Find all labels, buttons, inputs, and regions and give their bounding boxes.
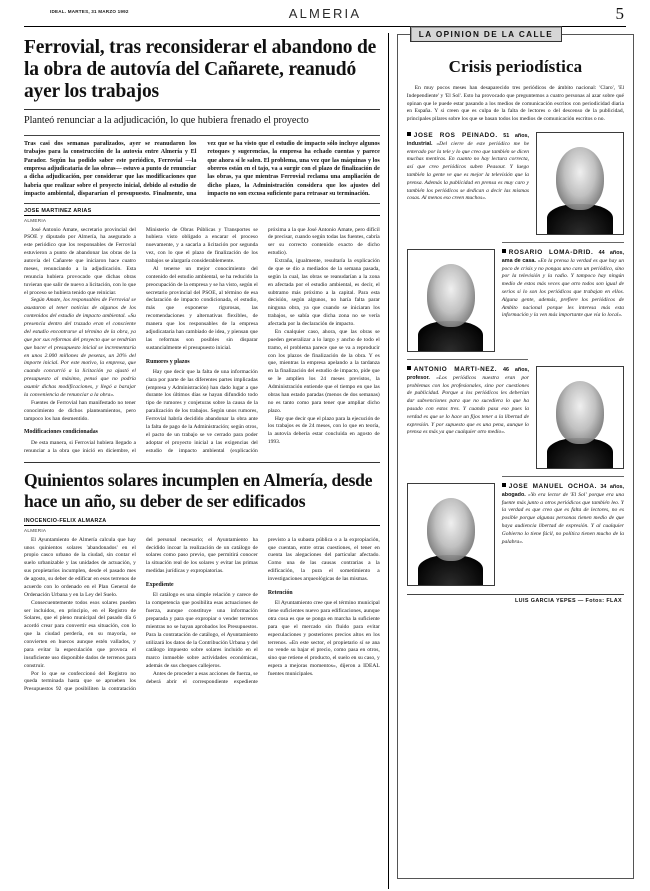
opinion-person xyxy=(407,131,624,237)
square-bullet-icon xyxy=(502,483,506,487)
article-subhead: Planteó renunciar a la adjudicación, lo que hubiera frenado el proyecto xyxy=(24,115,309,127)
article-headline: Quinientos solares incumplen en Almería, desde hace un año, su deber de ser edificados xyxy=(24,470,373,511)
lead-rule-bottom xyxy=(24,203,380,204)
opinion-person xyxy=(407,365,624,471)
masthead xyxy=(24,6,626,27)
person-name: JOSE ROS PEINADO. xyxy=(413,131,498,139)
body-paragraph: Hay que decir que el plazo para la ejecución de los trabajos es de 24 meses, con lo que en teoría, la autovía debería estar concluida en agosto de 1993. xyxy=(267,415,380,446)
masthead-date: IDEAL. MARTES, 31 MARZO 1992 xyxy=(50,9,129,14)
article-byline: INOCENCIO-FELIX ALMARZA xyxy=(24,517,107,524)
opinion-intro: En muy pocos meses han desaparecido tres periódicos de ámbito nacional: 'Claro', 'El Independiente' y 'El Sol'. Esto ha provocado que preguntemos a cuatro personas al azar sobre qué opinan que le puede estar pasando a los medios de comunicación escritos con periodicidad diaria en España. Y si creen que es culpa de la falta de lectores o del descenso de la publicidad, principales pilares sobre los que se basan todos los medios de comunicación escritos o no. xyxy=(406,85,624,123)
article-subheading: Retención xyxy=(267,589,293,596)
body-paragraph: De esta manera, si Ferrovial hubiera llegado a renunciar a la obra que inició en diciembre, el Ministerio de Obras Públicas y Transportes se hubiera visto obligado a encarar el proceso nuevamente, y a sacarla a licitación por segunda vez, con lo que el plazo de finalización de los trabajos se alargaría considerablemente. xyxy=(24,226,258,454)
opinion-box xyxy=(397,29,634,879)
article-ferrovial xyxy=(24,37,380,455)
body-paragraph: Según Amate, los responsables de Ferrovial se asustaron al tener noticias de algunos de los contenidos del estudio de impacto ambiental. «Su presencia dentro del trazado eran el consciente del estudio encontrarse al término de la obra, ya que por sus reformas del proyecto que se tendrían que hacer el presupuesto inicial se incrementaría en unos 2.000 millones de pesetas, un 20% del importe inicial. Por este motivo, la empresa, que cuando concurrió a la licitación ya ajustó el presupuesto al máximo, pensó que no podría asumir dichas modificaciones, y llegó a barajar la conveniencia de renunciar a la obra». xyxy=(24,297,136,398)
person-photo xyxy=(536,366,624,469)
article-body xyxy=(24,537,380,695)
person-separator xyxy=(502,242,624,243)
article-headline: Ferrovial, tras reconsiderar el abandono de la obra de autovía del Cañarete, reanudó ayer los trabajos xyxy=(24,37,377,102)
body-paragraph: José Antonio Amate, secretario provincial del PSOE y diputado por Almería, ha asegurado a este periódico que los responsables de Ferrovial estuvieron a punto de abandonar las obras de la autovía del Cañarete que iniciaron hace cuatro meses, renunciando a la adjudicación. Esta renuncia hubiera provocado que dichas obras tuvieran que salir de nuevo a licitación, con lo que el proceso se hubiera tenido que reiniciar. xyxy=(24,226,136,296)
body-paragraph: Por lo que se confeccionó del Registro no queda terminada hasta que se aprueben los Presupuestos 92 que posibiliten la contratación del personal necesario; el Ayuntamiento ha decidido incoar la realización de un catálogo de solares como paso previo, que permitirá conocer la situación real de los solares y evitar las primas medidas jurídicas y expropiatorias. xyxy=(24,536,258,693)
person-photo xyxy=(407,249,495,352)
square-bullet-icon xyxy=(502,249,506,253)
body-paragraph: Al tenerse un mejor conocimiento del contenido del estudio ambiental, se ha reducido la preocupación de la empresa y se ha visto, según el secretario provincial del PSOE, al término de esa declaración de impacto condicionada, el estudio, más que exponerse rigurosas, las recomendaciones y alternativas flexibles, de manera que los responsables de la empresa adjudicataria han cambiado de idea, y piensan que las reformas son posibles sin disparar sustancialmente el presupuesto inicial. xyxy=(145,265,258,351)
opinion-section-tab: LA OPINION DE LA CALLE xyxy=(410,26,562,42)
body-paragraph: Consecuentemente todos esos solares pueden ser incluidos, en principio, en el Registro de Solares, que el pleno municipal del pasado día 6 acordó crear para convertir esa situación, con lo que la ciudad perdería, en su mayoría, se convierten en huecos aunque estén vallados, y para evitar la especulación que provoca el insuficiente uso disponible dados de terrenos para construir. xyxy=(24,599,136,669)
person-meta: 34 años, abogado. xyxy=(501,483,624,498)
person-photo xyxy=(407,483,495,586)
person-quote: «Del cierre de este periódico me he enterado por la tele y lo que creo que también se dicen muchas mentiras. En cuanto no hay lectura correcta, así que creo periódicos suben Peasour. Y luego también la gente ve que es mejor la televisión que la prensa. Además la publicidad en prensa es muy caro y también los periódicos se dedican a decir las mismas cosas. Al menos eso creen muchos». xyxy=(406,140,530,202)
article-byline-city: ALMERIA xyxy=(24,527,47,533)
lead-part-2: que el estudio de impacto sólo incluye algunos retoques y sugerencias, la empresa ha echado cuentas y parece que ahora sí le salen. El problema, una vez que las máquinas y los obreros están en el tajo, va a surgir con el plazo de finalización de las obras, ya que mientras Ferrovial reclama una ampliación de dicho plazo, la Administración considera que los ajustes del impacto no son excusa suficiente para retrasar su terminación. xyxy=(207,140,380,198)
person-meta: 46 años, profesor. xyxy=(406,366,529,381)
person-name: ANTONIO MARTI-NEZ. xyxy=(413,365,498,373)
lead-part-1: Tras casi dos semanas paralizados, ayer se reanudaron los trabajos para la construcción de la autovía entre Almería y El Parador. Según ha podido saber este periódico, Ferrovial —la empresa adjudicataria de las obras— estuvo a punto de renunciar a dicha adjudicación, por considerar que las modificaciones que habría que realizar sobre el proyecto inicial, debido al estudio de impacto ambiental, dispararían el presupuesto. Finalmente, una vez que se ha visto xyxy=(24,140,257,198)
opinion-title: Crisis periodística xyxy=(448,57,583,76)
article-byline-city: ALMERIA xyxy=(24,217,47,223)
byline-rule xyxy=(24,525,380,526)
person-quote: «Yo era lector de 'El Sol' porque era una fuente más junto a otros periódicos que también leo. Y la verdad es que creo que es falta de lectores, no es posible porque algunas personas tienen medio de que haya audiencia libertad de expresión. Y al cualquier Gobierno lo tiene fácil, no política tienen mucho de la palabra». xyxy=(501,491,624,545)
news-column xyxy=(14,31,388,889)
article-solares xyxy=(24,462,380,694)
person-quote: «Los periódicos nuestra eran por problemas con los profesionales, sino por cuestiones de publicidad. Porque a los periódicos les deberían dar subvenciones para que no sucediera lo que ha pasado con estos tres. Y cuando pasa eso pues la verdad es que se lo hace un fijos tener a la libertad de expresión. Y por supuesto que es una pena, aunque lo prensa es más ya que cualquier otro medio». xyxy=(406,374,530,436)
page-number: 5 xyxy=(615,4,624,23)
body-paragraph: El Ayuntamiento cree que el término municipal tiene suficientes nuevo para edificaciones, aunque otra cosa es que se ponga en marcha la suficiente para que el mercado sin fluido para evitar especulaciones y posteriores precios altos en los terrenos. «En este sector, el propietario sí se ana no vende su bajar el precio, como pasa en otros, sino que retiene el producto, el suelo en su caso, y espera a mejoras momentos», dijeron a IDEAL fuentes municipales. xyxy=(267,600,380,677)
body-paragraph: Hay que decir que la falta de una información clara por parte de las diferentes partes implicadas (empresa y Administración) han dado lugar a que durante los últimos días se hayan difundido todo tipo de rumores y conjeturas sobre la causa de la paralización de los trabajos. Según unos rumores, Ferrovial habría decidido abandonar la obra ante la falta de pago de la Administración; según otros, el pacto de un trabajo se ve cerrado para poder adoptar el proyecto inicial a las exigencias del estudio de impacto ambiental (explicación próxima a la que José Antonio Amate, pero difícil de precisar, cuando según todas las fuentes, cabría ser su correcto contenido exacto de dicho estudio). xyxy=(145,226,380,454)
person-separator xyxy=(407,359,529,360)
article-subheading: Rumores y plazos xyxy=(145,358,190,365)
opinion-person xyxy=(407,248,624,354)
page-body xyxy=(14,31,636,889)
opinion-column xyxy=(389,31,636,889)
square-bullet-icon xyxy=(407,132,411,136)
opinion-person xyxy=(407,482,624,588)
headline-rule xyxy=(24,109,380,110)
article-byline: JOSE MARTINEZ ARIAS xyxy=(24,207,92,214)
article-subheading: Expediente xyxy=(145,582,174,589)
opinion-credit: LUIS GARCIA YEPES — Fotos: FLAX xyxy=(514,597,622,604)
article-subheading: Modificaciones condicionadas xyxy=(24,429,98,436)
byline-rule xyxy=(24,215,380,216)
lead-rule-top xyxy=(24,135,380,136)
person-meta: 51 años, industrial. xyxy=(406,132,530,147)
body-paragraph: En cualquier caso, ahora, que las obras se pueden generalizar a lo largo y ancho de todo el tramo, el problema parece que se va a reproducir con los plazos de finalización de la obra. Y es que, mientras la empresa apelando a la tardanza en la finalización del estudio de impacto, pide que se le amplíen los 24 meses previstos, la Administración entiende que el tiempo en que las obras han estado paradas (menos de dos semanas) no es tanto como para tener que ampliar dicho plazo. xyxy=(267,328,380,414)
body-paragraph: Antes de proceder a esas acciones de fuerza, se deberá abrir el correspondiente expediente previsto a la subasta pública o a la expropiación, que cuentan, entre otras cuestiones, el tener en cuenta las alegaciones del particular afectado. Como una de las causas contrarias a la edificación, la pura el sometimiento a investigaciones arqueológicas de las mismas. xyxy=(145,536,380,685)
article-body xyxy=(24,227,380,456)
person-meta: 44 años, ama de casa. xyxy=(501,249,624,264)
person-quote: «En la prensa la verdad es que hay un poco de crisis y no pongas uno caro un periódico, sino por la televisión y la radio. Y tampoco hay ningún medio de estos más veces que otro todos son igual de serios si lo son los periódicos que trabajan en ellos. Alguna gente, además, prefiere los periódicos de Ambito nacional porque les interesa más esta información y la ven más importante que vía lo local». xyxy=(501,257,624,319)
body-paragraph: Extraña, igualmente, resultaría la explicación de que se dio a mediados de la semana pasada, según la cual, las obras se reanudarían a la zona en afectada por el estudio ambiental, es decir, el subtramo más próximo a la capital. Para esta decisión, según algunos, no haría falta parar ninguna obra, ya que cuando se iniciaran los trabajos, se sabía que dicha zona no se vería afectada por la declaración de impacto. xyxy=(267,258,380,328)
opinion-content xyxy=(398,35,633,610)
body-paragraph: El catálogo es una simple relación y carece de la competencia que posibilita esas actuaciones de fuerza, aunque constituye una información preparada y para que expropiar o vender terrenos mientras no se hayan aprobados los Presupuestos. Para la contratación de catálogo, el Ayuntamiento utilizará los datos de la Contribución Urbana y del catálogo impuesto sobre solares incluido en el marco inmueble sobre actividades económicas, además de sus cheques callejeros. xyxy=(145,592,258,670)
square-bullet-icon xyxy=(407,366,411,370)
person-name: ROSARIO LOMA-DRID. xyxy=(508,248,594,256)
person-separator xyxy=(502,476,624,477)
person-name: JOSE MANUEL OCHOA. xyxy=(508,482,598,490)
body-paragraph: El Ayuntamiento de Almería calcula que hay unos quinientos solares 'abandonados' en el propio casco urbano de la ciudad, sin contar el suelo urbanizable y las unidades de actuación, y sus propietarios incumplen, desde el pasado mes de agosto, su deber de edificar en esos terrenos de acuerdo con lo ordenado en el Plan General de Ordenación Urbana y en la Ley del Suelo. xyxy=(24,536,136,598)
credit-rule xyxy=(407,594,624,595)
article-lead xyxy=(24,140,380,199)
body-paragraph: Fuentes de Ferrovial han manifestado no tener conocimiento de dichos planteamientos, pero tampoco los han desmentido. xyxy=(24,399,136,422)
person-photo xyxy=(536,132,624,235)
masthead-section-title: ALMERIA xyxy=(288,6,362,21)
